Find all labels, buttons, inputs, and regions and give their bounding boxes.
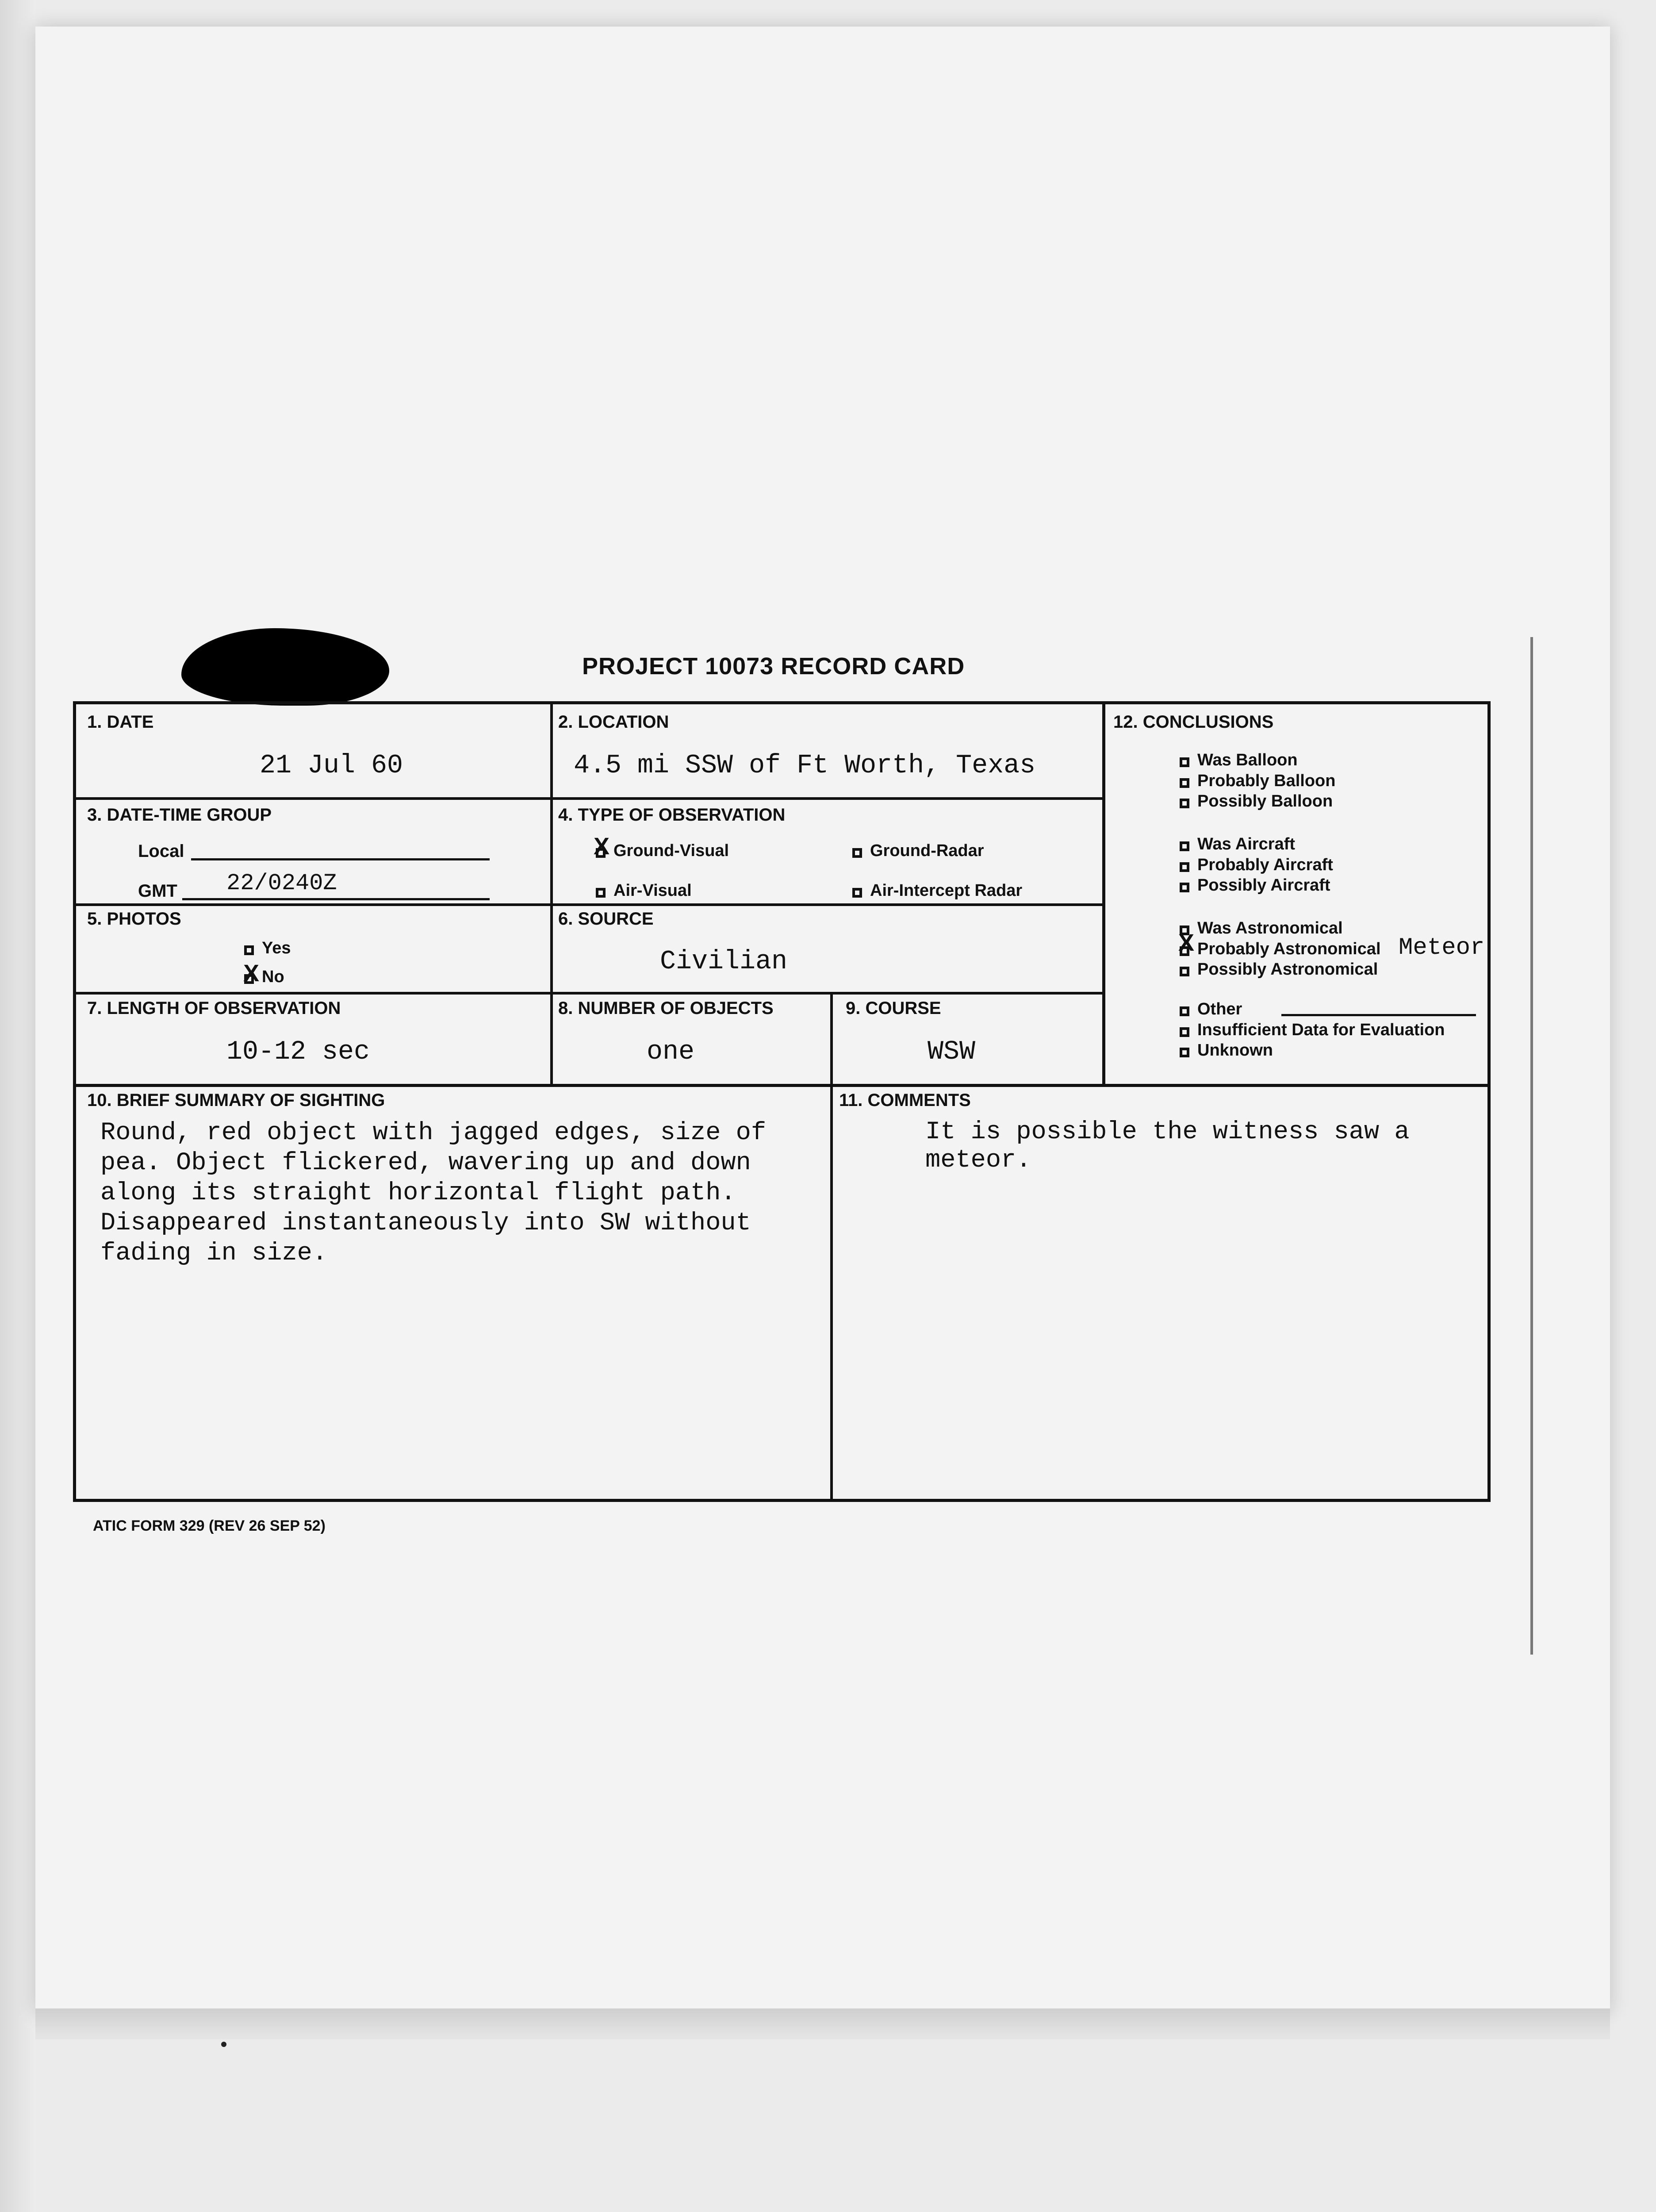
conclusion-label: Was Astronomical <box>1197 919 1343 937</box>
row-divider-1 <box>76 797 1102 800</box>
summary-label: 10. BRIEF SUMMARY OF SIGHTING <box>87 1091 385 1110</box>
record-card <box>73 701 1491 1502</box>
gmt-label: GMT <box>138 881 177 901</box>
conclusion-label: Other <box>1197 1000 1242 1018</box>
photos-no-label: No <box>262 968 284 986</box>
checkbox-icon <box>596 888 606 898</box>
date-label: 1. DATE <box>87 712 154 732</box>
summary-line: Round, red object with jagged edges, size of <box>100 1119 767 1147</box>
source-label: 6. SOURCE <box>558 909 654 929</box>
checkbox-icon <box>1180 799 1189 808</box>
checkbox-icon <box>1180 1048 1189 1057</box>
gmt-value: 22/0240Z <box>226 870 337 896</box>
conclusion-label: Probably Astronomical <box>1197 940 1381 958</box>
conclusions-divider <box>1102 704 1105 1087</box>
conclusion-other[interactable] <box>1180 1000 1242 1019</box>
scan-left-edge <box>0 0 35 2212</box>
conclusion-probably-astronomical[interactable] <box>1180 940 1381 959</box>
summary-text <box>100 1118 897 1268</box>
summary-line: along its straight horizontal flight path. <box>100 1179 736 1207</box>
checkbox-icon <box>1180 862 1189 872</box>
photos-label: 5. PHOTOS <box>87 909 181 929</box>
other-underline <box>1281 1014 1476 1016</box>
checkbox-icon <box>1180 841 1189 851</box>
conclusion-label: Was Aircraft <box>1197 835 1296 853</box>
speck-mark <box>221 2042 226 2047</box>
checkbox-icon <box>1180 967 1189 976</box>
conclusion-unknown[interactable] <box>1180 1041 1273 1060</box>
conclusion-annotation: Meteor <box>1399 934 1485 961</box>
obs-ground-radar-label: Ground-Radar <box>870 841 984 860</box>
obs-air-intercept-radar[interactable] <box>852 881 1022 900</box>
col-divider-1 <box>550 704 553 1084</box>
obs-ground-visual[interactable] <box>596 841 729 860</box>
conclusion-was-aircraft[interactable] <box>1180 835 1295 854</box>
conclusion-label: Unknown <box>1197 1041 1273 1060</box>
check-mark-probably-astronomical: X <box>1178 929 1195 956</box>
course-value: WSW <box>928 1037 976 1067</box>
comments-label: 11. COMMENTS <box>839 1091 971 1110</box>
checkbox-icon <box>1180 1027 1189 1037</box>
checkbox-icon <box>1180 1006 1189 1016</box>
obs-ground-visual-label: Ground-Visual <box>613 841 729 860</box>
local-label: Local <box>138 841 184 861</box>
summary-line: fading in size. <box>100 1239 328 1267</box>
obs-air-intercept-radar-label: Air-Intercept Radar <box>870 881 1023 900</box>
row-divider-4 <box>76 1084 1487 1087</box>
col-divider-2 <box>830 992 833 1084</box>
location-label: 2. LOCATION <box>558 712 669 732</box>
check-mark-ground-visual: X <box>594 833 610 860</box>
conclusion-insufficient-data[interactable] <box>1180 1021 1445 1040</box>
conclusion-possibly-astronomical[interactable] <box>1180 960 1378 979</box>
checkbox-icon <box>1180 883 1189 892</box>
summary-line: Disappeared instantaneously into SW without <box>100 1209 751 1237</box>
conclusion-possibly-aircraft[interactable] <box>1180 876 1330 895</box>
conclusion-label: Possibly Balloon <box>1197 792 1333 810</box>
row-divider-3 <box>76 992 1102 995</box>
comments-value: It is possible the witness saw a meteor. <box>925 1118 1410 1175</box>
checkbox-icon <box>1180 778 1189 788</box>
length-label: 7. LENGTH OF OBSERVATION <box>87 998 341 1018</box>
photos-yes-label: Yes <box>262 939 291 957</box>
paper-bottom-shadow <box>35 2008 1610 2039</box>
gmt-underline <box>182 898 490 900</box>
summary-line: pea. Object flickered, wavering up and down <box>100 1149 751 1177</box>
photos-yes[interactable] <box>244 939 291 958</box>
source-value: Civilian <box>660 947 788 977</box>
fold-mark <box>1530 637 1533 1655</box>
form-id: ATIC FORM 329 (REV 26 SEP 52) <box>93 1517 326 1534</box>
date-value: 21 Jul 60 <box>260 751 403 781</box>
length-value: 10-12 sec <box>226 1037 370 1067</box>
objects-label: 8. NUMBER OF OBJECTS <box>558 998 774 1018</box>
conclusion-label: Probably Aircraft <box>1197 856 1333 874</box>
conclusion-label: Insufficient Data for Evaluation <box>1197 1021 1445 1039</box>
objects-value: one <box>647 1037 695 1067</box>
conclusion-label: Probably Balloon <box>1197 772 1336 790</box>
conclusion-possibly-balloon[interactable] <box>1180 792 1333 811</box>
checkbox-icon <box>852 848 862 858</box>
conclusion-probably-balloon[interactable] <box>1180 772 1335 791</box>
obs-air-visual[interactable] <box>596 881 692 900</box>
card-title: PROJECT 10073 RECORD CARD <box>582 653 965 680</box>
conclusions-label: 12. CONCLUSIONS <box>1113 712 1274 732</box>
checkbox-icon <box>1180 757 1189 767</box>
check-mark-photos-no: X <box>243 960 260 987</box>
conclusion-label: Possibly Astronomical <box>1197 960 1378 979</box>
obs-air-visual-label: Air-Visual <box>613 881 692 900</box>
conclusion-label: Was Balloon <box>1197 751 1298 769</box>
local-underline <box>191 858 490 860</box>
obs-ground-radar[interactable] <box>852 841 984 860</box>
conclusion-label: Possibly Aircraft <box>1197 876 1330 895</box>
dtg-label: 3. DATE-TIME GROUP <box>87 805 272 825</box>
conclusion-was-astronomical[interactable] <box>1180 919 1343 938</box>
location-value: 4.5 mi SSW of Ft Worth, Texas <box>574 751 1036 781</box>
row-divider-2 <box>76 903 1102 906</box>
observation-type-label: 4. TYPE OF OBSERVATION <box>558 805 786 825</box>
checkbox-icon <box>852 888 862 898</box>
course-label: 9. COURSE <box>846 998 941 1018</box>
checkbox-icon <box>244 945 254 955</box>
conclusion-probably-aircraft[interactable] <box>1180 856 1333 875</box>
conclusion-was-balloon[interactable] <box>1180 751 1298 770</box>
